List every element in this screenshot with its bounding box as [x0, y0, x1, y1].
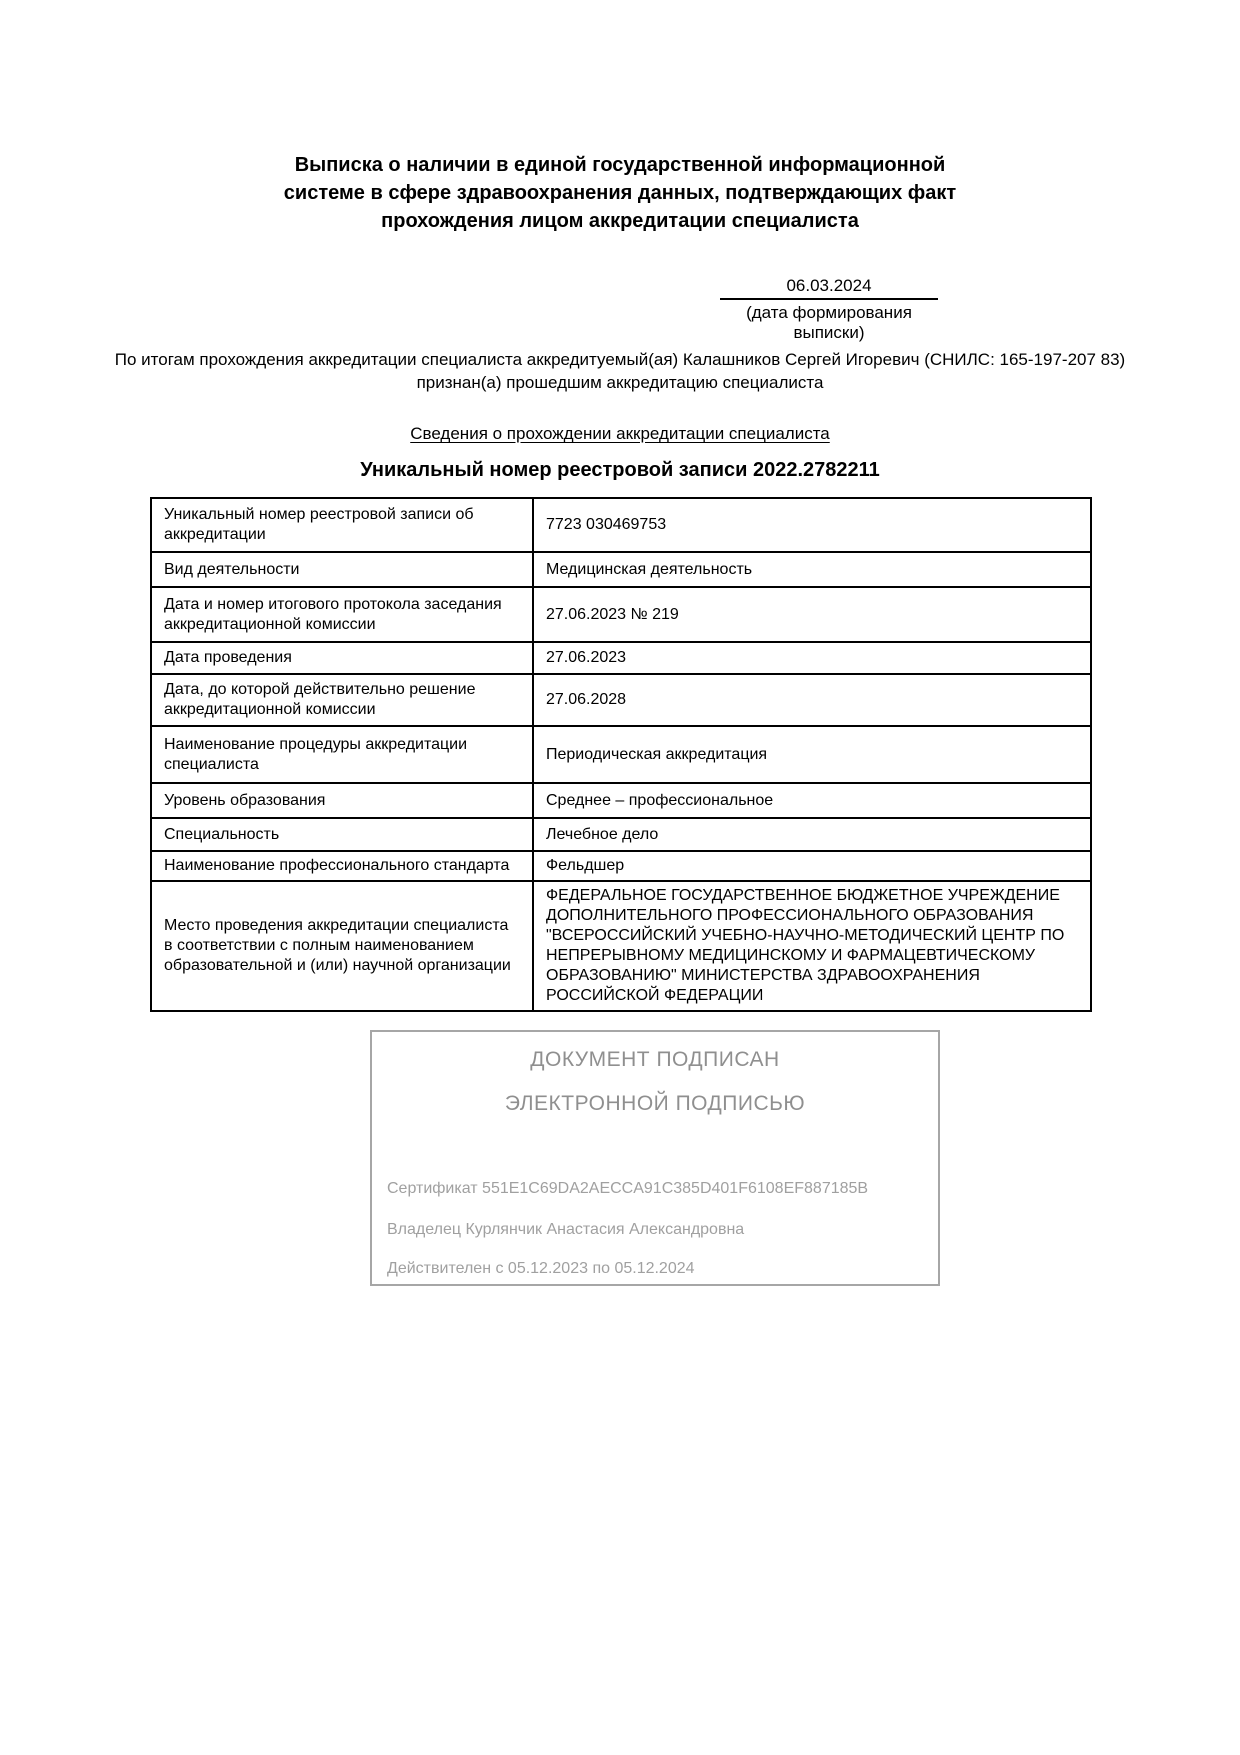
certificate-line: Сертификат 551E1C69DA2AECCA91C385D401F6108EF887185B [387, 1180, 869, 1197]
page-title-line-1: Выписка о наличии в единой государственной информационной [294, 154, 946, 176]
row-label: Место проведения аккредитации специалиста в соответствии с полным наименованием образовательной и (или) научной организации [151, 881, 533, 1011]
row-value: Среднее – профессиональное [533, 783, 1091, 818]
row-label: Уровень образования [151, 783, 533, 818]
row-value: 27.06.2023 № 219 [533, 587, 1091, 642]
row-label: Дата, до которой действительно решение аккредитационной комиссии [151, 674, 533, 726]
signature-heading-line-1: ДОКУМЕНТ ПОДПИСАН [530, 1048, 780, 1071]
table-row-activity-type [151, 552, 1091, 587]
page-title-line-3: прохождения лицом аккредитации специалиста [381, 210, 859, 232]
table-row-organization [151, 881, 1091, 1011]
row-value: Фельдшер [533, 851, 1091, 881]
table-row-procedure-name [151, 726, 1091, 783]
issue-date-block [712, 276, 946, 343]
row-value: ФЕДЕРАЛЬНОЕ ГОСУДАРСТВЕННОЕ БЮДЖЕТНОЕ УЧРЕЖДЕНИЕ ДОПОЛНИТЕЛЬНОГО ПРОФЕССИОНАЛЬНОГО ОБРАЗОВАНИЯ "ВСЕРОССИЙСКИЙ УЧЕБНО-НАУЧНО-МЕТОДИЧЕСКИЙ ЦЕНТР ПО НЕПРЕРЫВНОМУ МЕДИЦИНСКОМУ И ФАРМАЦЕВТИЧЕСКОМУ ОБРАЗОВАНИЮ" МИНИСТЕРСТВА ЗДРАВООХРАНЕНИЯ РОССИЙСКОЙ ФЕДЕРАЦИИ [533, 881, 1091, 1011]
issue-date-caption: (дата формирования выписки) [746, 303, 912, 342]
row-value: Медицинская деятельность [533, 552, 1091, 587]
table-row-registry-number [151, 498, 1091, 552]
row-value: Лечебное дело [533, 818, 1091, 851]
intro-line-1: По итогам прохождения аккредитации специалиста аккредитуемый(ая) Калашников Сергей Игоревич (СНИЛС: 165-197-207 83) [114, 350, 1126, 369]
accreditation-table [150, 497, 1092, 1012]
issue-date: 06.03.2024 [720, 276, 938, 300]
row-value: Периодическая аккредитация [533, 726, 1091, 783]
row-value: 27.06.2028 [533, 674, 1091, 726]
section-heading: Сведения о прохождении аккредитации специалиста [410, 424, 830, 443]
row-label: Вид деятельности [151, 552, 533, 587]
page-title-line-2: системе в сфере здравоохранения данных, подтверждающих факт [283, 182, 957, 204]
signature-heading-line-2: ЭЛЕКТРОННОЙ ПОДПИСЬЮ [504, 1092, 806, 1115]
owner-line: Владелец Курлянчик Анастасия Александровна [387, 1221, 745, 1238]
row-label: Уникальный номер реестровой записи об аккредитации [151, 498, 533, 552]
validity-line: Действителен с 05.12.2023 по 05.12.2024 [387, 1260, 695, 1277]
row-label: Наименование профессионального стандарта [151, 851, 533, 881]
row-label: Дата проведения [151, 642, 533, 674]
intro-paragraph [0, 348, 1240, 394]
row-label: Дата и номер итогового протокола заседания аккредитационной комиссии [151, 587, 533, 642]
row-label: Специальность [151, 818, 533, 851]
registry-number-heading: Уникальный номер реестровой записи 2022.2782211 [360, 459, 880, 481]
row-label: Наименование процедуры аккредитации специалиста [151, 726, 533, 783]
row-value: 7723 030469753 [533, 498, 1091, 552]
table-row-education-level [151, 783, 1091, 818]
row-value: 27.06.2023 [533, 642, 1091, 674]
table-row-professional-standard [151, 851, 1091, 881]
table-row-protocol [151, 587, 1091, 642]
intro-line-2: признан(а) прошедшим аккредитацию специалиста [416, 373, 824, 392]
signature-box [370, 1030, 940, 1286]
table-row-valid-until [151, 674, 1091, 726]
table-row-specialty [151, 818, 1091, 851]
page-title [0, 151, 1240, 235]
table-row-date-held [151, 642, 1091, 674]
